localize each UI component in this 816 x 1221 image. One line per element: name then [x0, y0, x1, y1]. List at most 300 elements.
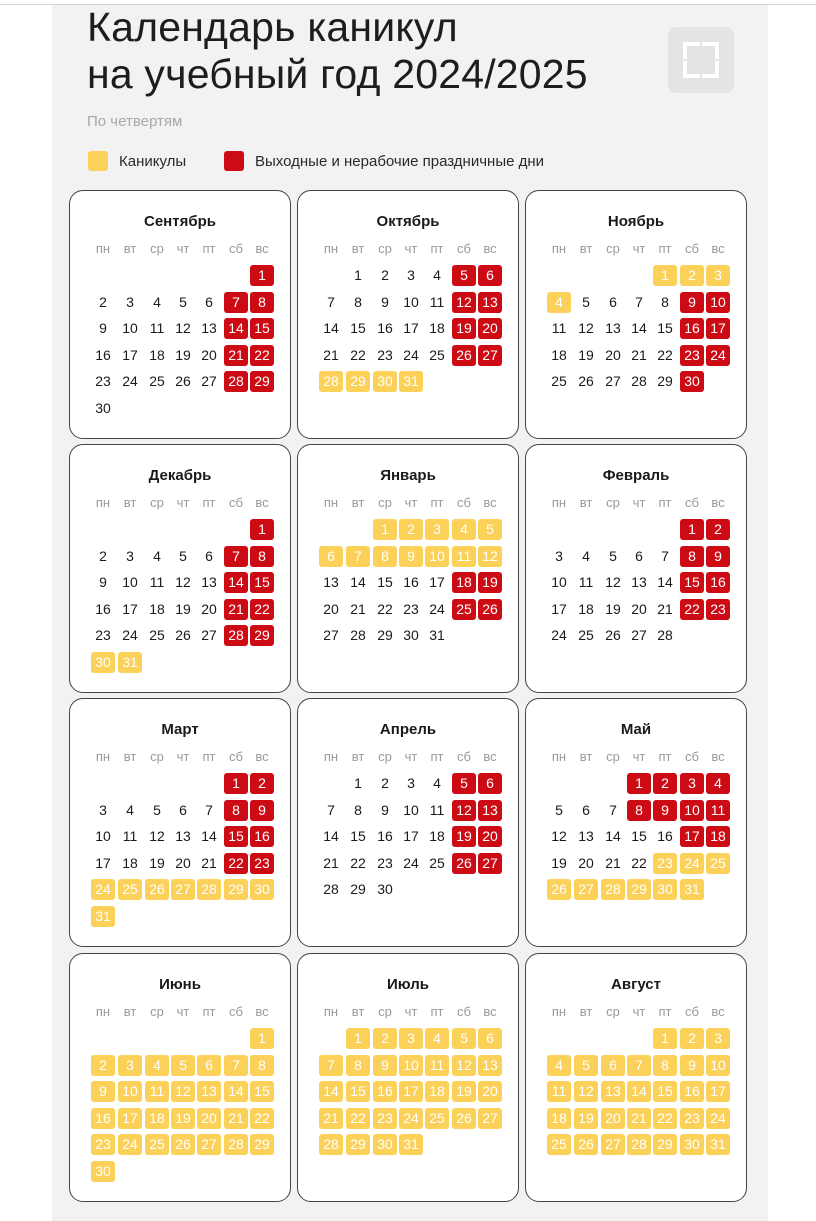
day-cell: 24 [122, 627, 138, 643]
day-cell: 19 [175, 601, 191, 617]
weekday-label: вс [711, 749, 725, 764]
day-cell-holiday: 29 [250, 1134, 274, 1155]
day-cell-holiday: 24 [680, 853, 704, 874]
day-cell: 17 [403, 320, 419, 336]
day-cell: 16 [403, 574, 419, 590]
fullscreen-icon [683, 42, 700, 59]
weekday-label: ср [150, 1004, 164, 1019]
day-cell: 17 [122, 347, 138, 363]
weekday-label: пт [202, 495, 216, 510]
day-cell: 26 [605, 627, 621, 643]
month-name: Апрель [379, 721, 437, 738]
weekday-label: пн [323, 241, 339, 256]
day-cell: 22 [657, 347, 673, 363]
weekday-label: пт [202, 749, 216, 764]
weekday-label: вс [711, 1004, 725, 1019]
day-cell: 7 [635, 294, 643, 310]
day-cell-day-off: 8 [627, 800, 651, 821]
weekday-label: вс [255, 241, 269, 256]
day-cell: 20 [201, 347, 217, 363]
day-cell-holiday: 27 [197, 1134, 221, 1155]
day-cell-day-off: 23 [680, 345, 704, 366]
day-cell-holiday: 26 [547, 879, 571, 900]
weekday-label: пт [430, 749, 444, 764]
weekday-label: вт [351, 749, 365, 764]
day-cell-holiday: 15 [346, 1081, 370, 1102]
day-cell-day-off: 21 [224, 599, 248, 620]
day-cell: 24 [429, 601, 445, 617]
day-cell: 22 [350, 347, 366, 363]
day-cell-day-off: 6 [478, 265, 502, 286]
day-cell-day-off: 15 [224, 826, 248, 847]
month-name: Декабрь [148, 467, 212, 484]
month-name: Январь [380, 467, 436, 484]
day-cell-holiday: 28 [224, 1134, 248, 1155]
day-cell-holiday: 5 [452, 1028, 476, 1049]
day-cell-holiday: 5 [171, 1055, 195, 1076]
day-cell: 8 [354, 294, 362, 310]
weekday-label: вт [351, 1004, 365, 1019]
weekday-label: пн [95, 1004, 111, 1019]
day-cell-holiday: 30 [91, 1161, 115, 1182]
title-line-1: Календарь каникул [87, 4, 458, 50]
day-cell-holiday: 13 [601, 1081, 625, 1102]
day-cell: 2 [381, 775, 389, 791]
day-cell-holiday: 25 [547, 1134, 571, 1155]
weekday-label: пн [95, 495, 111, 510]
day-cell: 15 [657, 320, 673, 336]
day-cell-holiday: 8 [346, 1055, 370, 1076]
day-cell: 4 [433, 775, 441, 791]
day-cell-holiday: 3 [118, 1055, 142, 1076]
day-cell-holiday: 21 [627, 1108, 651, 1129]
day-cell: 14 [323, 828, 339, 844]
legend-item-holidays [88, 150, 186, 172]
weekday-label: вт [123, 495, 137, 510]
weekday-label: пт [658, 241, 672, 256]
day-cell: 26 [175, 627, 191, 643]
weekday-label: пн [551, 241, 567, 256]
day-cell-holiday: 28 [197, 879, 221, 900]
day-cell: 15 [631, 828, 647, 844]
weekday-label: чт [176, 241, 190, 256]
weekday-label: пн [95, 749, 111, 764]
day-cell: 19 [578, 347, 594, 363]
day-cell-holiday: 30 [250, 879, 274, 900]
day-cell-holiday: 11 [547, 1081, 571, 1102]
day-cell-holiday: 8 [653, 1055, 677, 1076]
day-cell-holiday: 30 [653, 879, 677, 900]
day-cell-day-off: 27 [478, 345, 502, 366]
day-cell-holiday: 23 [91, 1134, 115, 1155]
weekday-label: вт [123, 1004, 137, 1019]
weekday-label: чт [632, 1004, 646, 1019]
day-cell: 4 [153, 548, 161, 564]
day-cell-day-off: 12 [452, 800, 476, 821]
day-cell: 23 [377, 855, 393, 871]
day-cell-holiday: 4 [547, 1055, 571, 1076]
day-cell: 5 [555, 802, 563, 818]
day-cell-holiday: 19 [452, 1081, 476, 1102]
day-cell: 6 [205, 548, 213, 564]
day-cell: 11 [551, 320, 567, 336]
day-cell: 7 [327, 802, 335, 818]
day-cell-holiday: 1 [653, 1028, 677, 1049]
day-cell-day-off: 20 [478, 826, 502, 847]
day-cell-holiday: 11 [145, 1081, 169, 1102]
fullscreen-button[interactable] [668, 27, 734, 93]
day-cell-holiday: 25 [145, 1134, 169, 1155]
weekday-label: вс [483, 495, 497, 510]
day-cell: 4 [126, 802, 134, 818]
day-cell: 25 [149, 373, 165, 389]
day-cell: 29 [657, 373, 673, 389]
day-cell-holiday: 31 [118, 652, 142, 673]
legend-label-days-off: Выходные и нерабочие праздничные дни [255, 152, 545, 170]
day-cell-day-off: 24 [706, 345, 730, 366]
day-cell-day-off: 5 [452, 773, 476, 794]
weekday-label: чт [176, 1004, 190, 1019]
weekday-label: ср [606, 749, 620, 764]
day-cell-holiday: 13 [478, 1055, 502, 1076]
weekday-label: пн [323, 1004, 339, 1019]
weekday-label: чт [632, 495, 646, 510]
day-cell-day-off: 22 [250, 599, 274, 620]
day-cell: 27 [605, 373, 621, 389]
weekday-label: вт [579, 241, 593, 256]
month-card [525, 190, 747, 439]
day-cell: 27 [631, 627, 647, 643]
day-cell: 20 [175, 855, 191, 871]
day-cell-holiday: 15 [250, 1081, 274, 1102]
month-card [69, 444, 291, 693]
weekday-label: ср [378, 749, 392, 764]
day-cell: 17 [403, 828, 419, 844]
day-cell-holiday: 1 [346, 1028, 370, 1049]
day-cell: 9 [99, 320, 107, 336]
day-cell: 18 [122, 855, 138, 871]
day-cell: 21 [657, 601, 673, 617]
day-cell-day-off: 8 [250, 546, 274, 567]
day-cell-holiday: 11 [425, 1055, 449, 1076]
weekday-label: пт [430, 495, 444, 510]
day-cell-holiday: 10 [425, 546, 449, 567]
day-cell: 7 [661, 548, 669, 564]
day-cell-day-off: 2 [706, 519, 730, 540]
weekday-label: сб [457, 1004, 471, 1019]
weekday-label: ср [150, 495, 164, 510]
day-cell: 20 [323, 601, 339, 617]
day-cell-day-off: 14 [224, 572, 248, 593]
day-cell: 6 [635, 548, 643, 564]
weekday-label: вт [579, 495, 593, 510]
day-cell-holiday: 15 [653, 1081, 677, 1102]
weekday-label: вс [483, 241, 497, 256]
day-cell: 25 [429, 347, 445, 363]
weekday-label: сб [229, 749, 243, 764]
day-cell-holiday: 29 [627, 879, 651, 900]
day-cell-holiday: 6 [197, 1055, 221, 1076]
day-cell-day-off: 15 [250, 318, 274, 339]
day-cell-holiday: 11 [452, 546, 476, 567]
weekday-label: чт [404, 241, 418, 256]
month-name: Сентябрь [144, 213, 216, 230]
day-cell-day-off: 19 [478, 572, 502, 593]
day-cell-holiday: 2 [680, 1028, 704, 1049]
day-cell-holiday: 29 [346, 371, 370, 392]
weekday-label: пт [430, 241, 444, 256]
day-cell-holiday: 3 [399, 1028, 423, 1049]
day-cell: 12 [605, 574, 621, 590]
day-cell-holiday: 5 [574, 1055, 598, 1076]
day-cell: 12 [578, 320, 594, 336]
day-cell: 17 [551, 601, 567, 617]
day-cell-holiday: 21 [224, 1108, 248, 1129]
day-cell: 19 [551, 855, 567, 871]
month-card [525, 444, 747, 693]
day-cell: 30 [95, 400, 111, 416]
day-cell: 17 [95, 855, 111, 871]
day-cell: 6 [205, 294, 213, 310]
day-cell: 5 [153, 802, 161, 818]
weekday-label: вт [351, 495, 365, 510]
weekday-label: чт [404, 1004, 418, 1019]
day-cell-holiday: 17 [399, 1081, 423, 1102]
day-cell: 18 [149, 601, 165, 617]
day-cell-day-off: 28 [224, 625, 248, 646]
day-cell: 28 [350, 627, 366, 643]
day-cell-holiday: 22 [653, 1108, 677, 1129]
day-cell: 20 [201, 601, 217, 617]
day-cell-day-off: 7 [224, 546, 248, 567]
month-name: Август [611, 976, 661, 993]
weekday-label: вс [483, 1004, 497, 1019]
day-cell: 2 [99, 294, 107, 310]
day-cell: 15 [350, 828, 366, 844]
day-cell-holiday: 6 [601, 1055, 625, 1076]
day-cell: 7 [327, 294, 335, 310]
month-name: Июнь [159, 976, 201, 993]
day-cell: 13 [175, 828, 191, 844]
day-cell-day-off: 17 [680, 826, 704, 847]
day-cell-holiday: 16 [373, 1081, 397, 1102]
day-cell: 11 [429, 802, 445, 818]
day-cell: 14 [605, 828, 621, 844]
day-cell-holiday: 28 [319, 1134, 343, 1155]
day-cell: 22 [631, 855, 647, 871]
day-cell-holiday: 8 [373, 546, 397, 567]
weekday-label: вт [351, 241, 365, 256]
day-cell-holiday: 27 [478, 1108, 502, 1129]
day-cell: 30 [403, 627, 419, 643]
month-name: Ноябрь [607, 213, 665, 230]
day-cell-holiday: 28 [601, 879, 625, 900]
weekday-label: вс [255, 495, 269, 510]
day-cell-day-off: 18 [452, 572, 476, 593]
day-cell-holiday: 29 [224, 879, 248, 900]
day-cell: 28 [657, 627, 673, 643]
day-cell-holiday: 9 [399, 546, 423, 567]
day-cell: 21 [323, 347, 339, 363]
day-cell-day-off: 17 [706, 318, 730, 339]
day-cell: 4 [153, 294, 161, 310]
day-cell: 25 [551, 373, 567, 389]
legend-swatch-days-off [224, 151, 244, 171]
day-cell-day-off: 23 [250, 853, 274, 874]
month-card [297, 953, 519, 1202]
day-cell-holiday: 4 [452, 519, 476, 540]
month-card [297, 190, 519, 439]
day-cell-holiday: 17 [706, 1081, 730, 1102]
day-cell-day-off: 9 [706, 546, 730, 567]
day-cell-day-off: 29 [250, 371, 274, 392]
weekday-label: сб [229, 241, 243, 256]
day-cell-holiday: 23 [373, 1108, 397, 1129]
day-cell-holiday: 12 [171, 1081, 195, 1102]
day-cell: 19 [175, 347, 191, 363]
weekday-label: сб [457, 749, 471, 764]
weekday-label: ср [150, 241, 164, 256]
day-cell: 4 [433, 267, 441, 283]
day-cell: 16 [377, 320, 393, 336]
day-cell: 13 [201, 574, 217, 590]
day-cell-day-off: 1 [224, 773, 248, 794]
day-cell-holiday: 20 [197, 1108, 221, 1129]
day-cell-day-off: 25 [452, 599, 476, 620]
day-cell-holiday: 2 [399, 519, 423, 540]
weekday-label: ср [606, 1004, 620, 1019]
month-name: Март [161, 721, 199, 738]
weekday-label: сб [685, 749, 699, 764]
day-cell-day-off: 6 [478, 773, 502, 794]
day-cell-day-off: 8 [680, 546, 704, 567]
day-cell: 13 [605, 320, 621, 336]
day-cell-day-off: 18 [706, 826, 730, 847]
weekday-label: ср [378, 1004, 392, 1019]
day-cell: 1 [354, 267, 362, 283]
day-cell-holiday: 14 [319, 1081, 343, 1102]
day-cell-holiday: 28 [627, 1134, 651, 1155]
weekday-label: сб [229, 1004, 243, 1019]
weekday-label: чт [176, 495, 190, 510]
day-cell-holiday: 6 [319, 546, 343, 567]
day-cell: 18 [429, 828, 445, 844]
day-cell: 9 [381, 802, 389, 818]
day-cell-holiday: 2 [91, 1055, 115, 1076]
day-cell: 31 [429, 627, 445, 643]
day-cell: 20 [605, 347, 621, 363]
weekday-label: пн [323, 749, 339, 764]
day-cell: 27 [201, 373, 217, 389]
day-cell: 10 [95, 828, 111, 844]
legend-item-days-off [224, 150, 544, 172]
day-cell: 23 [95, 627, 111, 643]
day-cell-day-off: 8 [224, 800, 248, 821]
weekday-label: чт [632, 749, 646, 764]
day-cell: 12 [149, 828, 165, 844]
weekday-label: пт [202, 1004, 216, 1019]
day-cell: 17 [122, 601, 138, 617]
day-cell-day-off: 16 [680, 318, 704, 339]
day-cell-holiday: 9 [373, 1055, 397, 1076]
month-card [69, 698, 291, 947]
day-cell-holiday: 27 [574, 879, 598, 900]
day-cell-holiday: 29 [653, 1134, 677, 1155]
day-cell-holiday: 10 [706, 1055, 730, 1076]
day-cell: 16 [657, 828, 673, 844]
month-name: Февраль [602, 467, 670, 484]
weekday-label: пн [95, 241, 111, 256]
day-cell: 23 [403, 601, 419, 617]
day-cell-day-off: 26 [478, 599, 502, 620]
day-cell-day-off: 26 [452, 853, 476, 874]
weekday-label: чт [404, 749, 418, 764]
day-cell: 25 [578, 627, 594, 643]
day-cell-holiday: 24 [91, 879, 115, 900]
day-cell-holiday: 31 [399, 371, 423, 392]
day-cell-day-off: 9 [680, 292, 704, 313]
month-card [297, 698, 519, 947]
day-cell-holiday: 22 [346, 1108, 370, 1129]
day-cell-holiday: 28 [319, 371, 343, 392]
day-cell: 11 [122, 828, 138, 844]
weekday-label: ср [606, 241, 620, 256]
day-cell: 3 [407, 775, 415, 791]
day-cell: 7 [205, 802, 213, 818]
day-cell-day-off: 2 [250, 773, 274, 794]
day-cell-holiday: 18 [425, 1081, 449, 1102]
day-cell-day-off: 28 [224, 371, 248, 392]
day-cell: 30 [377, 881, 393, 897]
day-cell-day-off: 13 [478, 292, 502, 313]
day-cell: 12 [551, 828, 567, 844]
fullscreen-icon [683, 61, 700, 78]
day-cell: 9 [99, 574, 107, 590]
day-cell: 14 [323, 320, 339, 336]
day-cell: 17 [429, 574, 445, 590]
day-cell-holiday: 23 [653, 853, 677, 874]
day-cell: 20 [578, 855, 594, 871]
day-cell-holiday: 12 [574, 1081, 598, 1102]
day-cell-day-off: 12 [452, 292, 476, 313]
day-cell-day-off: 9 [250, 800, 274, 821]
day-cell-holiday: 1 [250, 1028, 274, 1049]
day-cell-holiday: 10 [399, 1055, 423, 1076]
day-cell-day-off: 27 [478, 853, 502, 874]
day-cell-holiday: 2 [373, 1028, 397, 1049]
day-cell: 11 [578, 574, 594, 590]
fullscreen-icon [702, 61, 719, 78]
day-cell-holiday: 30 [373, 1134, 397, 1155]
day-cell: 22 [377, 601, 393, 617]
day-cell: 4 [582, 548, 590, 564]
weekday-label: сб [457, 495, 471, 510]
day-cell-holiday: 1 [653, 265, 677, 286]
day-cell: 24 [403, 347, 419, 363]
weekday-label: вс [483, 749, 497, 764]
day-cell-holiday: 14 [627, 1081, 651, 1102]
day-cell-day-off: 14 [224, 318, 248, 339]
weekday-label: пт [658, 495, 672, 510]
day-cell: 13 [323, 574, 339, 590]
day-cell-day-off: 8 [250, 292, 274, 313]
day-cell: 16 [95, 601, 111, 617]
day-cell-holiday: 22 [250, 1108, 274, 1129]
day-cell-holiday: 25 [706, 853, 730, 874]
weekday-label: пн [551, 495, 567, 510]
day-cell: 21 [605, 855, 621, 871]
day-cell-day-off: 10 [680, 800, 704, 821]
